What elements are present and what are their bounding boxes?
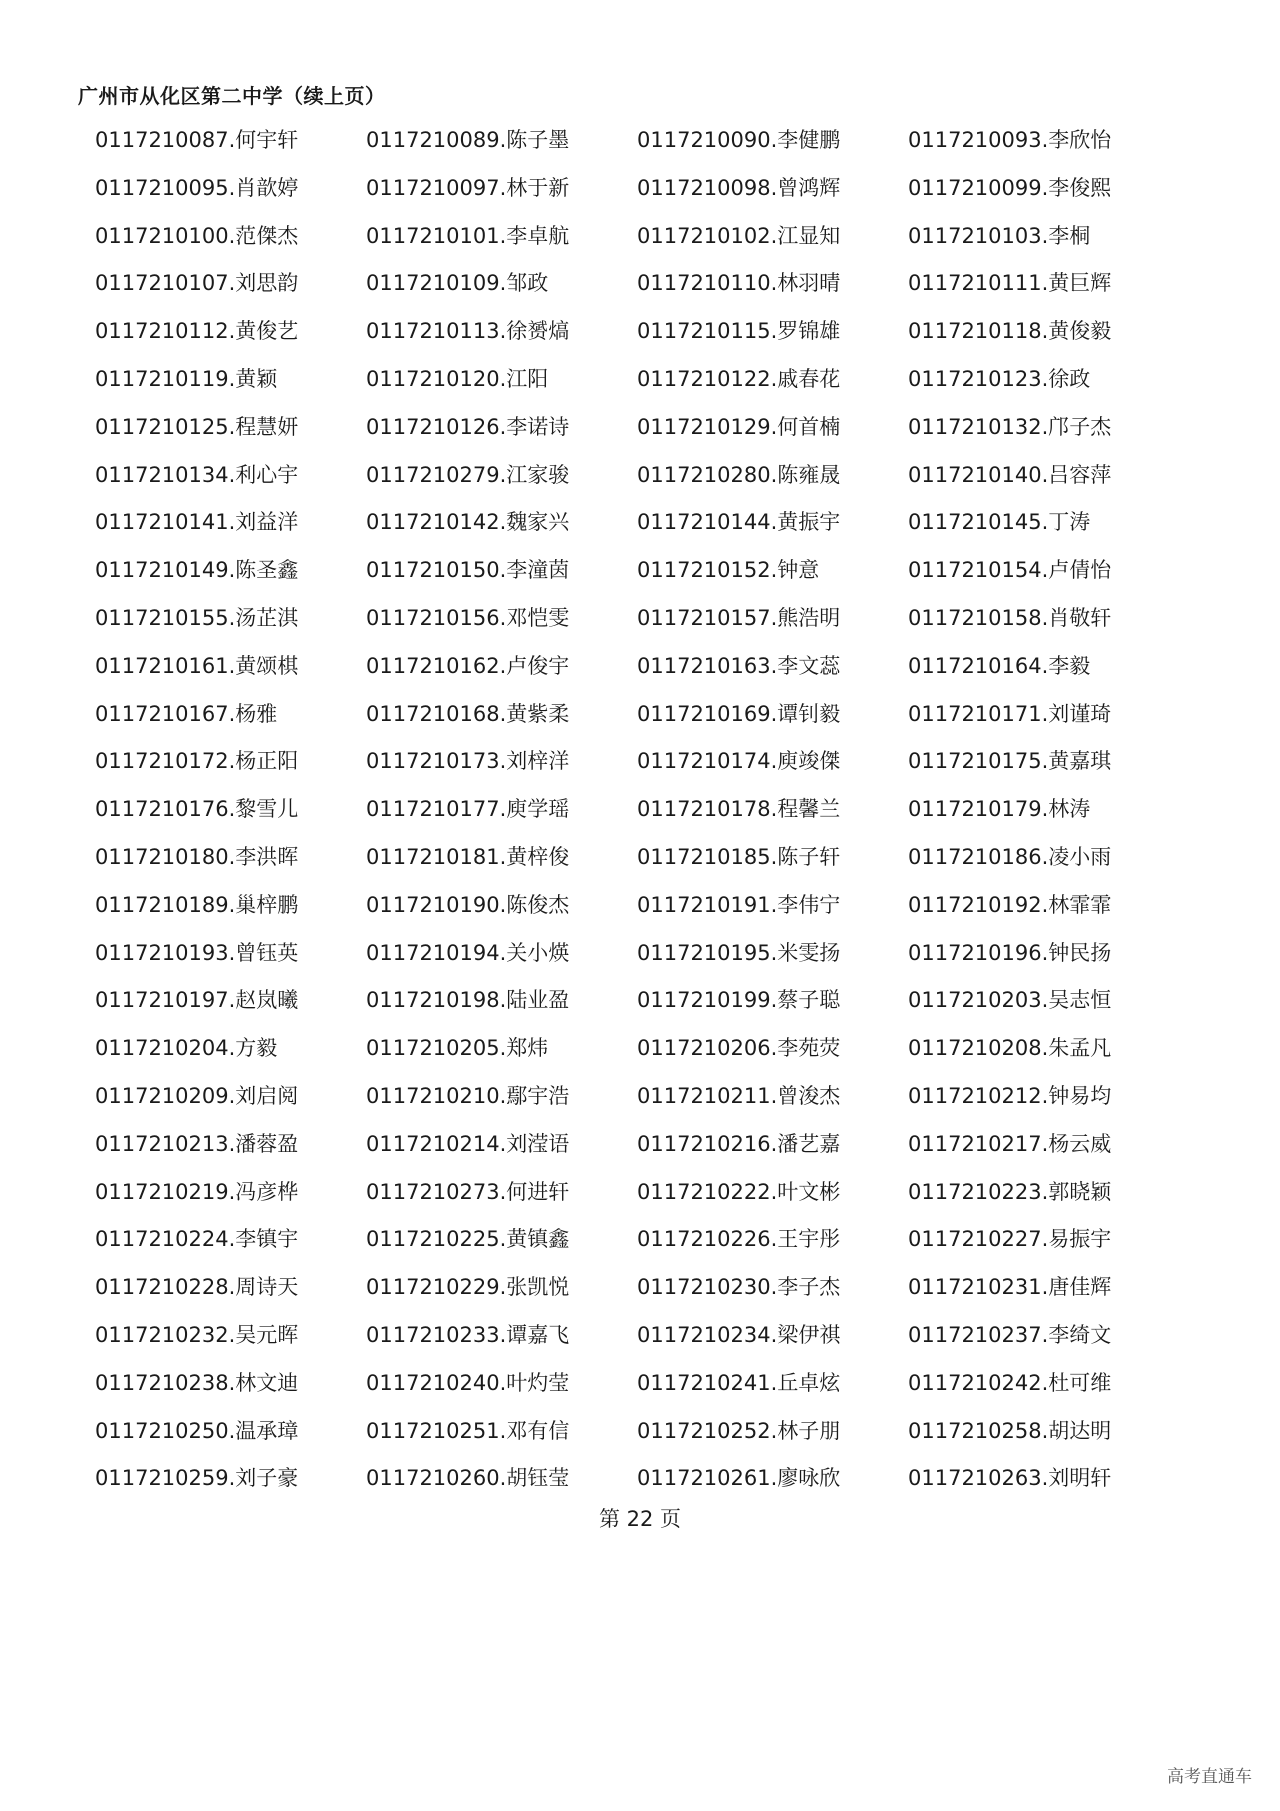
entry-item: 0117210261.廖咏欣 — [637, 1466, 841, 1491]
entry-item: 0117210141.刘益洋 — [95, 510, 299, 535]
watermark-text: 高考直通车 — [1167, 1767, 1252, 1787]
entry-item: 0117210134.利心宇 — [95, 462, 299, 487]
entry-item: 0117210195.米雯扬 — [637, 940, 841, 965]
entry-item: 0117210161.黄颂棋 — [95, 653, 299, 678]
entry-row — [95, 647, 1195, 695]
entry-item: 0117210240.叶灼莹 — [366, 1370, 570, 1395]
entry-item: 0117210089.陈子墨 — [366, 128, 570, 152]
entry-item: 0117210227.易振宇 — [908, 1227, 1112, 1252]
entry-item: 0117210167.杨雅 — [95, 701, 278, 726]
entry-item: 0117210154.卢倩怡 — [908, 558, 1112, 583]
entry-item: 0117210213.潘蓉盈 — [95, 1131, 299, 1156]
entry-item: 0117210194.关小煐 — [366, 940, 570, 965]
entry-row — [95, 1459, 1195, 1507]
entry-item: 0117210279.江家骏 — [366, 462, 570, 487]
entry-item: 0117210233.谭嘉飞 — [366, 1322, 570, 1347]
entry-item: 0117210190.陈俊杰 — [366, 892, 570, 917]
entry-item: 0117210142.魏家兴 — [366, 510, 570, 535]
page-number: 第 22 页 — [598, 1507, 682, 1531]
entry-item: 0117210123.徐政 — [908, 366, 1091, 391]
entry-item: 0117210140.吕容萍 — [908, 462, 1112, 487]
entry-item: 0117210112.黄俊艺 — [95, 319, 299, 344]
entry-item: 0117210228.周诗天 — [95, 1275, 299, 1300]
entry-item: 0117210095.肖歆婷 — [95, 175, 299, 200]
entry-item: 0117210163.李文蕊 — [637, 653, 841, 678]
entry-item: 0117210168.黄紫柔 — [366, 701, 570, 726]
entry-row — [95, 456, 1195, 504]
entry-item: 0117210252.林子朋 — [637, 1418, 841, 1443]
entry-item: 0117210211.曾浚杰 — [637, 1083, 841, 1108]
entry-row — [95, 551, 1195, 599]
entry-item: 0117210171.刘谨琦 — [908, 701, 1112, 726]
entry-item: 0117210102.江显知 — [637, 223, 841, 248]
entry-item: 0117210223.郭晓颖 — [908, 1179, 1112, 1204]
entry-row — [95, 121, 1195, 169]
entry-item: 0117210209.刘启阅 — [95, 1083, 299, 1108]
entry-row — [95, 838, 1195, 886]
entry-item: 0117210193.曾钰英 — [95, 940, 299, 965]
entry-item: 0117210090.李健鹏 — [637, 128, 841, 152]
entry-item: 0117210158.肖敬轩 — [908, 605, 1112, 630]
entry-item: 0117210226.王宇彤 — [637, 1227, 841, 1252]
entry-item: 0117210120.江阳 — [366, 366, 549, 391]
entry-item: 0117210100.范傑杰 — [95, 223, 299, 248]
entry-row — [95, 264, 1195, 312]
entry-item: 0117210107.刘思韵 — [95, 271, 299, 296]
entry-row — [95, 1316, 1195, 1364]
entry-item: 0117210101.李卓航 — [366, 223, 570, 248]
entry-item: 0117210222.叶文彬 — [637, 1179, 841, 1204]
entry-row — [95, 1268, 1195, 1316]
entry-row — [95, 169, 1195, 217]
entry-item: 0117210181.黄梓俊 — [366, 844, 570, 869]
entry-item: 0117210258.胡达明 — [908, 1418, 1112, 1443]
entry-item: 0117210087.何宇轩 — [95, 128, 299, 152]
entry-item: 0117210217.杨云威 — [908, 1131, 1112, 1156]
entry-item: 0117210191.李伟宁 — [637, 892, 841, 917]
entry-item: 0117210164.李毅 — [908, 653, 1091, 678]
entry-item: 0117210225.黄镇鑫 — [366, 1227, 570, 1252]
entry-item: 0117210118.黄俊毅 — [908, 319, 1112, 344]
entry-item: 0117210205.郑炜 — [366, 1036, 549, 1061]
entry-item: 0117210103.李桐 — [908, 223, 1091, 248]
entry-item: 0117210212.钟易均 — [908, 1083, 1112, 1108]
entry-row — [95, 1173, 1195, 1221]
entry-item: 0117210115.罗锦雄 — [637, 319, 841, 344]
entry-row — [95, 1412, 1195, 1460]
entry-item: 0117210232.吴元晖 — [95, 1322, 299, 1347]
entry-item: 0117210172.杨正阳 — [95, 749, 299, 774]
entry-item: 0117210216.潘艺嘉 — [637, 1131, 841, 1156]
entry-item: 0117210169.谭钊毅 — [637, 701, 841, 726]
entry-row — [95, 742, 1195, 790]
entry-item: 0117210174.庾竣傑 — [637, 749, 841, 774]
entry-item: 0117210125.程慧妍 — [95, 414, 299, 439]
entry-item: 0117210189.巢梓鹏 — [95, 892, 299, 917]
entry-row — [95, 217, 1195, 265]
entry-item: 0117210263.刘明轩 — [908, 1466, 1112, 1491]
entry-item: 0117210150.李潼茵 — [366, 558, 570, 583]
entry-item: 0117210097.林于新 — [366, 175, 570, 200]
entry-row — [95, 1364, 1195, 1412]
entry-item: 0117210208.朱孟凡 — [908, 1036, 1112, 1061]
entry-item: 0117210156.邓恺雯 — [366, 605, 570, 630]
entry-item: 0117210162.卢俊宇 — [366, 653, 570, 678]
entry-item: 0117210219.冯彦桦 — [95, 1179, 299, 1204]
entry-row — [95, 1029, 1195, 1077]
entry-item: 0117210177.庾学瑶 — [366, 797, 570, 822]
entry-row — [95, 360, 1195, 408]
entry-item: 0117210111.黄巨辉 — [908, 271, 1112, 296]
entry-row — [95, 503, 1195, 551]
entry-row — [95, 1220, 1195, 1268]
entry-item: 0117210175.黄嘉琪 — [908, 749, 1112, 774]
entry-item: 0117210178.程馨兰 — [637, 797, 841, 822]
entry-item: 0117210259.刘子豪 — [95, 1466, 299, 1491]
entry-item: 0117210109.邹政 — [366, 271, 549, 296]
entry-item: 0117210099.李俊熙 — [908, 175, 1112, 200]
entry-row — [95, 981, 1195, 1029]
entry-item: 0117210185.陈子轩 — [637, 844, 841, 869]
entry-item: 0117210203.吴志恒 — [908, 988, 1112, 1013]
entry-item: 0117210280.陈雍晟 — [637, 462, 841, 487]
entry-item: 0117210231.唐佳辉 — [908, 1275, 1112, 1300]
entry-item: 0117210132.邝子杰 — [908, 414, 1112, 439]
entry-item: 0117210260.胡钰莹 — [366, 1466, 570, 1491]
entry-item: 0117210113.徐赟熇 — [366, 319, 570, 344]
entry-item: 0117210196.钟民扬 — [908, 940, 1112, 965]
entry-row — [95, 790, 1195, 838]
entry-item: 0117210214.刘滢语 — [366, 1131, 570, 1156]
entry-row — [95, 312, 1195, 360]
entry-item: 0117210199.蔡子聪 — [637, 988, 841, 1013]
entry-item: 0117210242.杜可维 — [908, 1370, 1112, 1395]
entry-item: 0117210206.李苑荧 — [637, 1036, 841, 1061]
entry-item: 0117210157.熊浩明 — [637, 605, 841, 630]
entry-item: 0117210144.黄振宇 — [637, 510, 841, 535]
entry-grid — [95, 121, 1195, 1507]
entry-item: 0117210197.赵岚曦 — [95, 988, 299, 1013]
entry-item: 0117210192.林霏霏 — [908, 892, 1112, 917]
entry-item: 0117210129.何首楠 — [637, 414, 841, 439]
entry-item: 0117210229.张凯悦 — [366, 1275, 570, 1300]
entry-item: 0117210230.李子杰 — [637, 1275, 841, 1300]
entry-item: 0117210155.汤芷淇 — [95, 605, 299, 630]
entry-item: 0117210152.钟意 — [637, 558, 820, 583]
entry-row — [95, 1077, 1195, 1125]
entry-row — [95, 934, 1195, 982]
entry-item: 0117210093.李欣怡 — [908, 128, 1112, 152]
entry-item: 0117210237.李绮文 — [908, 1322, 1112, 1347]
entry-item: 0117210180.李洪晖 — [95, 844, 299, 869]
entry-item: 0117210176.黎雪儿 — [95, 797, 299, 822]
entry-item: 0117210204.方毅 — [95, 1036, 278, 1061]
entry-row — [95, 886, 1195, 934]
entry-item: 0117210173.刘梓洋 — [366, 749, 570, 774]
entry-row — [95, 599, 1195, 647]
entry-item: 0117210273.何进轩 — [366, 1179, 570, 1204]
entry-item: 0117210122.戚春花 — [637, 366, 841, 391]
entry-item: 0117210238.林文迪 — [95, 1370, 299, 1395]
entry-item: 0117210098.曾鸿辉 — [637, 175, 841, 200]
entry-row — [95, 408, 1195, 456]
entry-row — [95, 1125, 1195, 1173]
entry-item: 0117210110.林羽晴 — [637, 271, 841, 296]
entry-item: 0117210234.梁伊祺 — [637, 1322, 841, 1347]
entry-item: 0117210198.陆业盈 — [366, 988, 570, 1013]
section-title: 广州市从化区第二中学（续上页） — [78, 84, 386, 108]
entry-item: 0117210149.陈圣鑫 — [95, 558, 299, 583]
entry-item: 0117210145.丁涛 — [908, 510, 1091, 535]
entry-item: 0117210210.鄢宇浩 — [366, 1083, 570, 1108]
entry-item: 0117210179.林涛 — [908, 797, 1091, 822]
entry-item: 0117210224.李镇宇 — [95, 1227, 299, 1252]
entry-item: 0117210251.邓有信 — [366, 1418, 570, 1443]
entry-item: 0117210126.李诺诗 — [366, 414, 570, 439]
entry-item: 0117210241.丘卓炫 — [637, 1370, 841, 1395]
entry-item: 0117210250.温承璋 — [95, 1418, 299, 1443]
entry-item: 0117210119.黄颖 — [95, 366, 278, 391]
entry-row — [95, 695, 1195, 743]
entry-item: 0117210186.凌小雨 — [908, 844, 1112, 869]
